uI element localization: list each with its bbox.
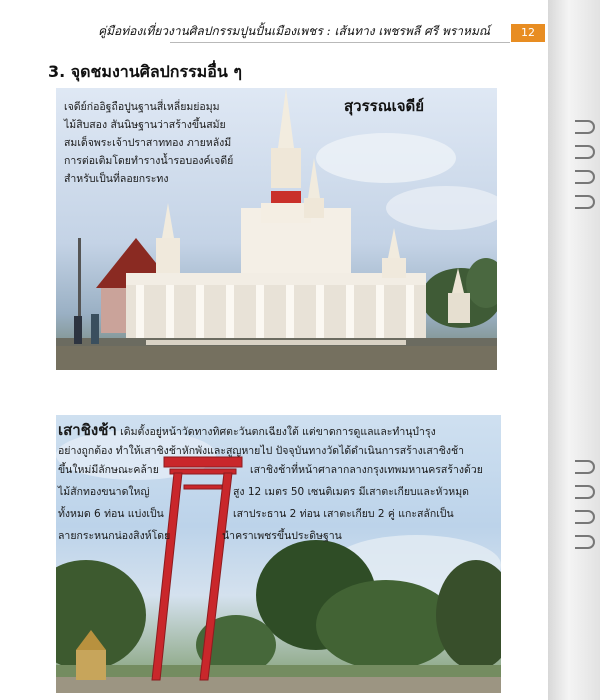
chedi-description-line: การต่อเติมโดยทำรางน้ำรอบองค์เจดีย์	[64, 155, 234, 167]
swing-paragraph-line-2: อย่างถูกต้อง ทำให้เสาชิงช้าหักพังและสูญหายไป ปัจจุบันทางวัดได้ดำเนินการสร้างเสาชิงช้า	[58, 445, 464, 457]
binder-ring	[575, 120, 595, 134]
binder-ring	[575, 170, 595, 184]
swing-right-line: เสาชิงช้าที่หน้าศาลากลางกรุงเทพมหานครสร้างด้วย	[250, 464, 483, 476]
chedi-description-line: สมเด็จพระเจ้าปราสาททอง ภายหลังมี	[64, 137, 232, 149]
chedi-description-line: ไม้สิบสอง สันนิษฐานว่าสร้างขึ้นสมัย	[64, 119, 226, 131]
chedi-description-line: เจดีย์ก่ออิฐถือปูนฐานสี่เหลี่ยมย่อมุม	[64, 101, 220, 113]
binder-ring	[575, 485, 595, 499]
swing-left-line: ไม้สักทองขนาดใหญ่	[58, 486, 150, 498]
swing-paragraph-line-1	[58, 418, 436, 442]
swing-right-line: สูง 12 เมตร 50 เซนติเมตร มีเสาตะเกียบและหัวหมุด	[233, 486, 469, 498]
binder-ring	[575, 460, 595, 474]
header-divider	[170, 42, 510, 43]
swing-right-line: นำคราเพชรขึ้นประดิษฐาน	[222, 530, 342, 542]
swing-left-line: ทั้งหมด 6 ท่อน แบ่งเป็น	[58, 508, 164, 520]
swing-lead-text: เดิมตั้งอยู่หน้าวัดทางทิศตะวันตกเฉียงใต้ แต่ขาดการดูแลและทำนุบำรุง	[120, 426, 436, 438]
running-header: คู่มือท่องเที่ยวงานศิลปกรรมปูนปั้นเมืองเพชร : เส้นทาง เพชรพลี ศรี พราหมณ์	[98, 24, 490, 38]
chedi-description	[64, 98, 264, 188]
section-title: 3. จุดชมงานศิลปกรรมอื่น ๆ	[48, 62, 242, 81]
chedi-title: สุวรรณเจดีย์	[344, 97, 425, 115]
chedi-photo	[56, 88, 497, 370]
page-number-badge: 12	[511, 24, 545, 42]
swing-right-line: เสาประธาน 2 ท่อน เสาตะเกียบ 2 คู่ แกะสลักเป็น	[233, 508, 454, 520]
swing-left-line: ขึ้นใหม่มีลักษณะคล้าย	[58, 464, 159, 476]
chedi-description-line: สำหรับเป็นที่ลอยกระทง	[64, 173, 169, 185]
binder-spine	[548, 0, 600, 700]
binder-ring	[575, 195, 595, 209]
swing-title: เสาชิงช้า	[58, 421, 117, 439]
binder-ring	[575, 535, 595, 549]
binder-ring	[575, 145, 595, 159]
swing-left-line: ลายกระหนกน่องสิงห์โดย	[58, 530, 171, 542]
binder-ring	[575, 510, 595, 524]
